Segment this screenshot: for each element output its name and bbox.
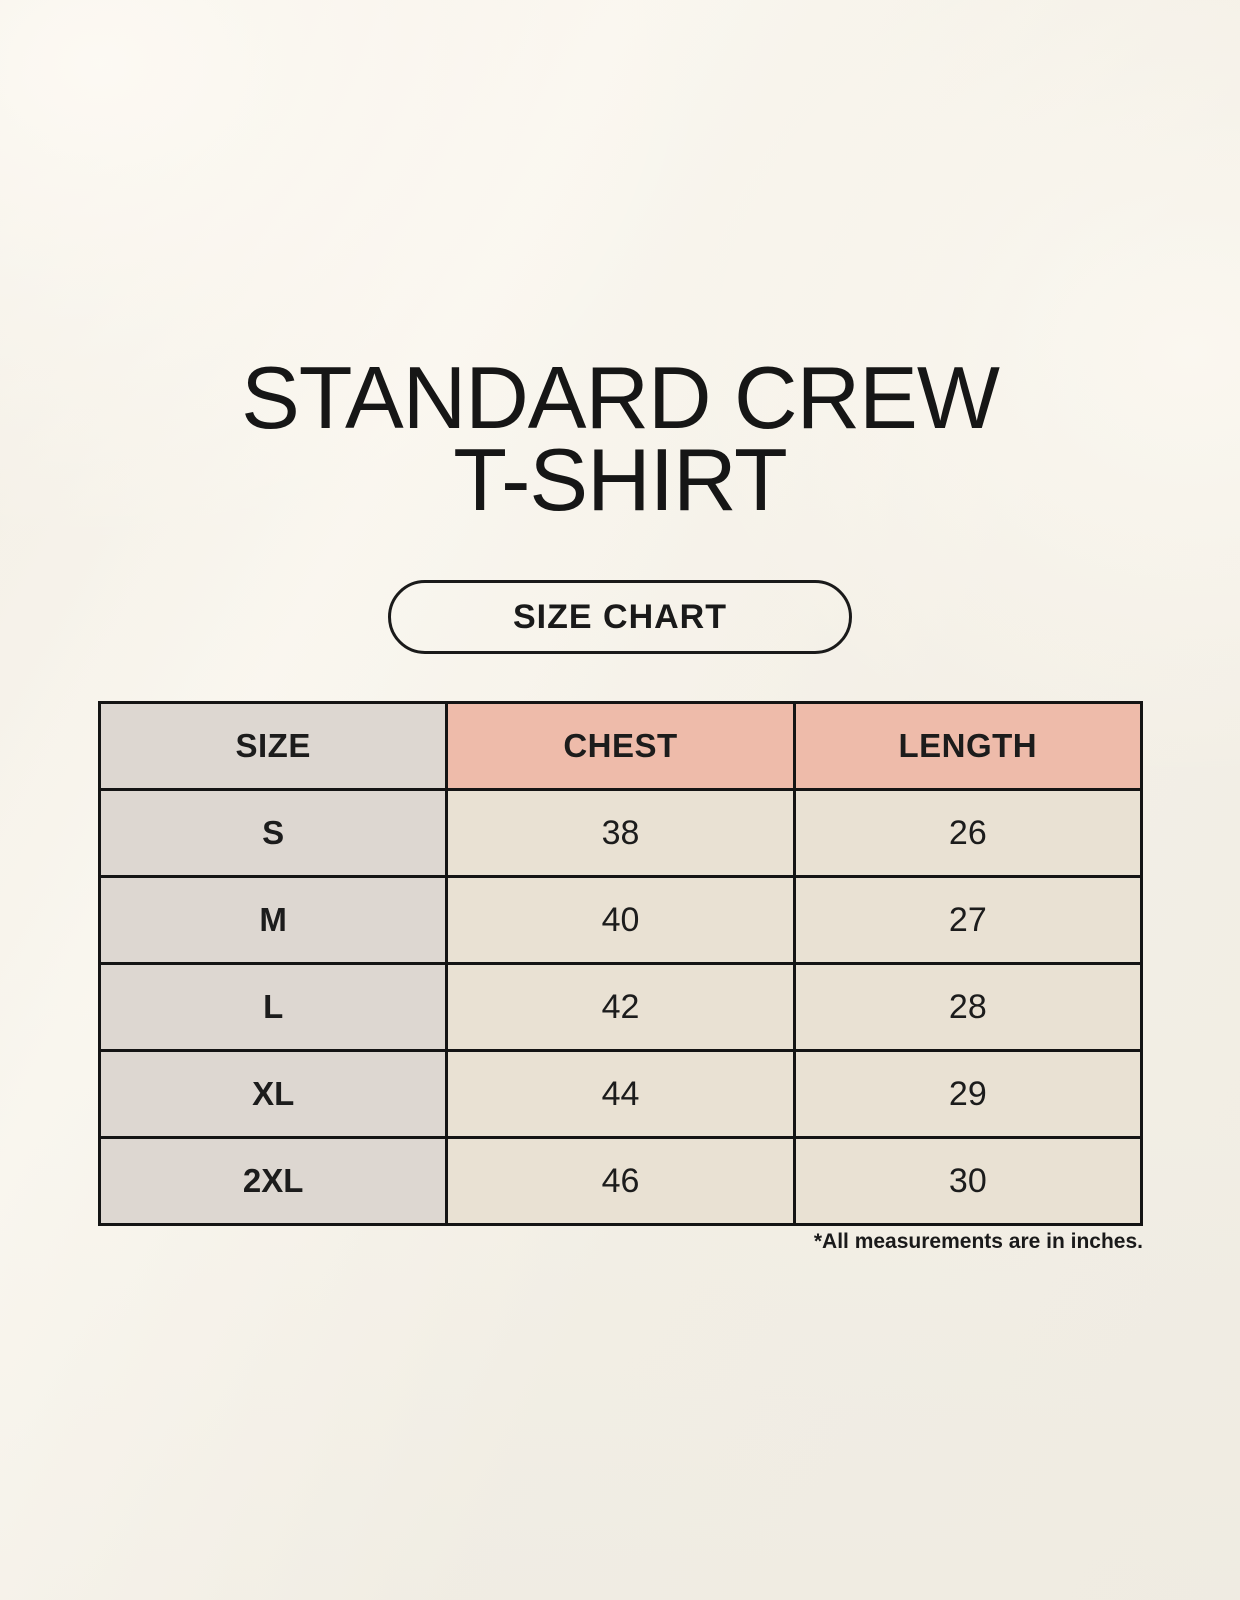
column-header-size: SIZE (100, 703, 447, 790)
cell-chest-l: 42 (447, 964, 794, 1051)
table-header-row (100, 703, 1142, 790)
page-title (0, 348, 1240, 529)
cell-length-m: 27 (794, 877, 1141, 964)
table-row-s (100, 790, 1142, 877)
size-chart-badge (388, 580, 852, 654)
cell-length-l: 28 (794, 964, 1141, 1051)
title-line-1: STANDARD CREW (241, 348, 999, 447)
column-header-length: LENGTH (794, 703, 1141, 790)
cell-chest-m: 40 (447, 877, 794, 964)
cell-chest-s: 38 (447, 790, 794, 877)
table-row-xl (100, 1051, 1142, 1138)
table-row-m (100, 877, 1142, 964)
cell-chest-xl: 44 (447, 1051, 794, 1138)
table-row-l (100, 964, 1142, 1051)
cell-size-xl: XL (100, 1051, 447, 1138)
cell-length-2xl: 30 (794, 1138, 1141, 1225)
column-header-chest: CHEST (447, 703, 794, 790)
cell-length-xl: 29 (794, 1051, 1141, 1138)
table-row-2xl (100, 1138, 1142, 1225)
cell-length-s: 26 (794, 790, 1141, 877)
cell-chest-2xl: 46 (447, 1138, 794, 1225)
cell-size-2xl: 2XL (100, 1138, 447, 1225)
cell-size-s: S (100, 790, 447, 877)
size-chart-table (98, 701, 1143, 1226)
cell-size-m: M (100, 877, 447, 964)
size-chart-badge-label: SIZE CHART (513, 597, 727, 636)
title-line-2: T-SHIRT (453, 430, 787, 529)
measurements-footnote: *All measurements are in inches. (813, 1230, 1143, 1253)
cell-size-l: L (100, 964, 447, 1051)
